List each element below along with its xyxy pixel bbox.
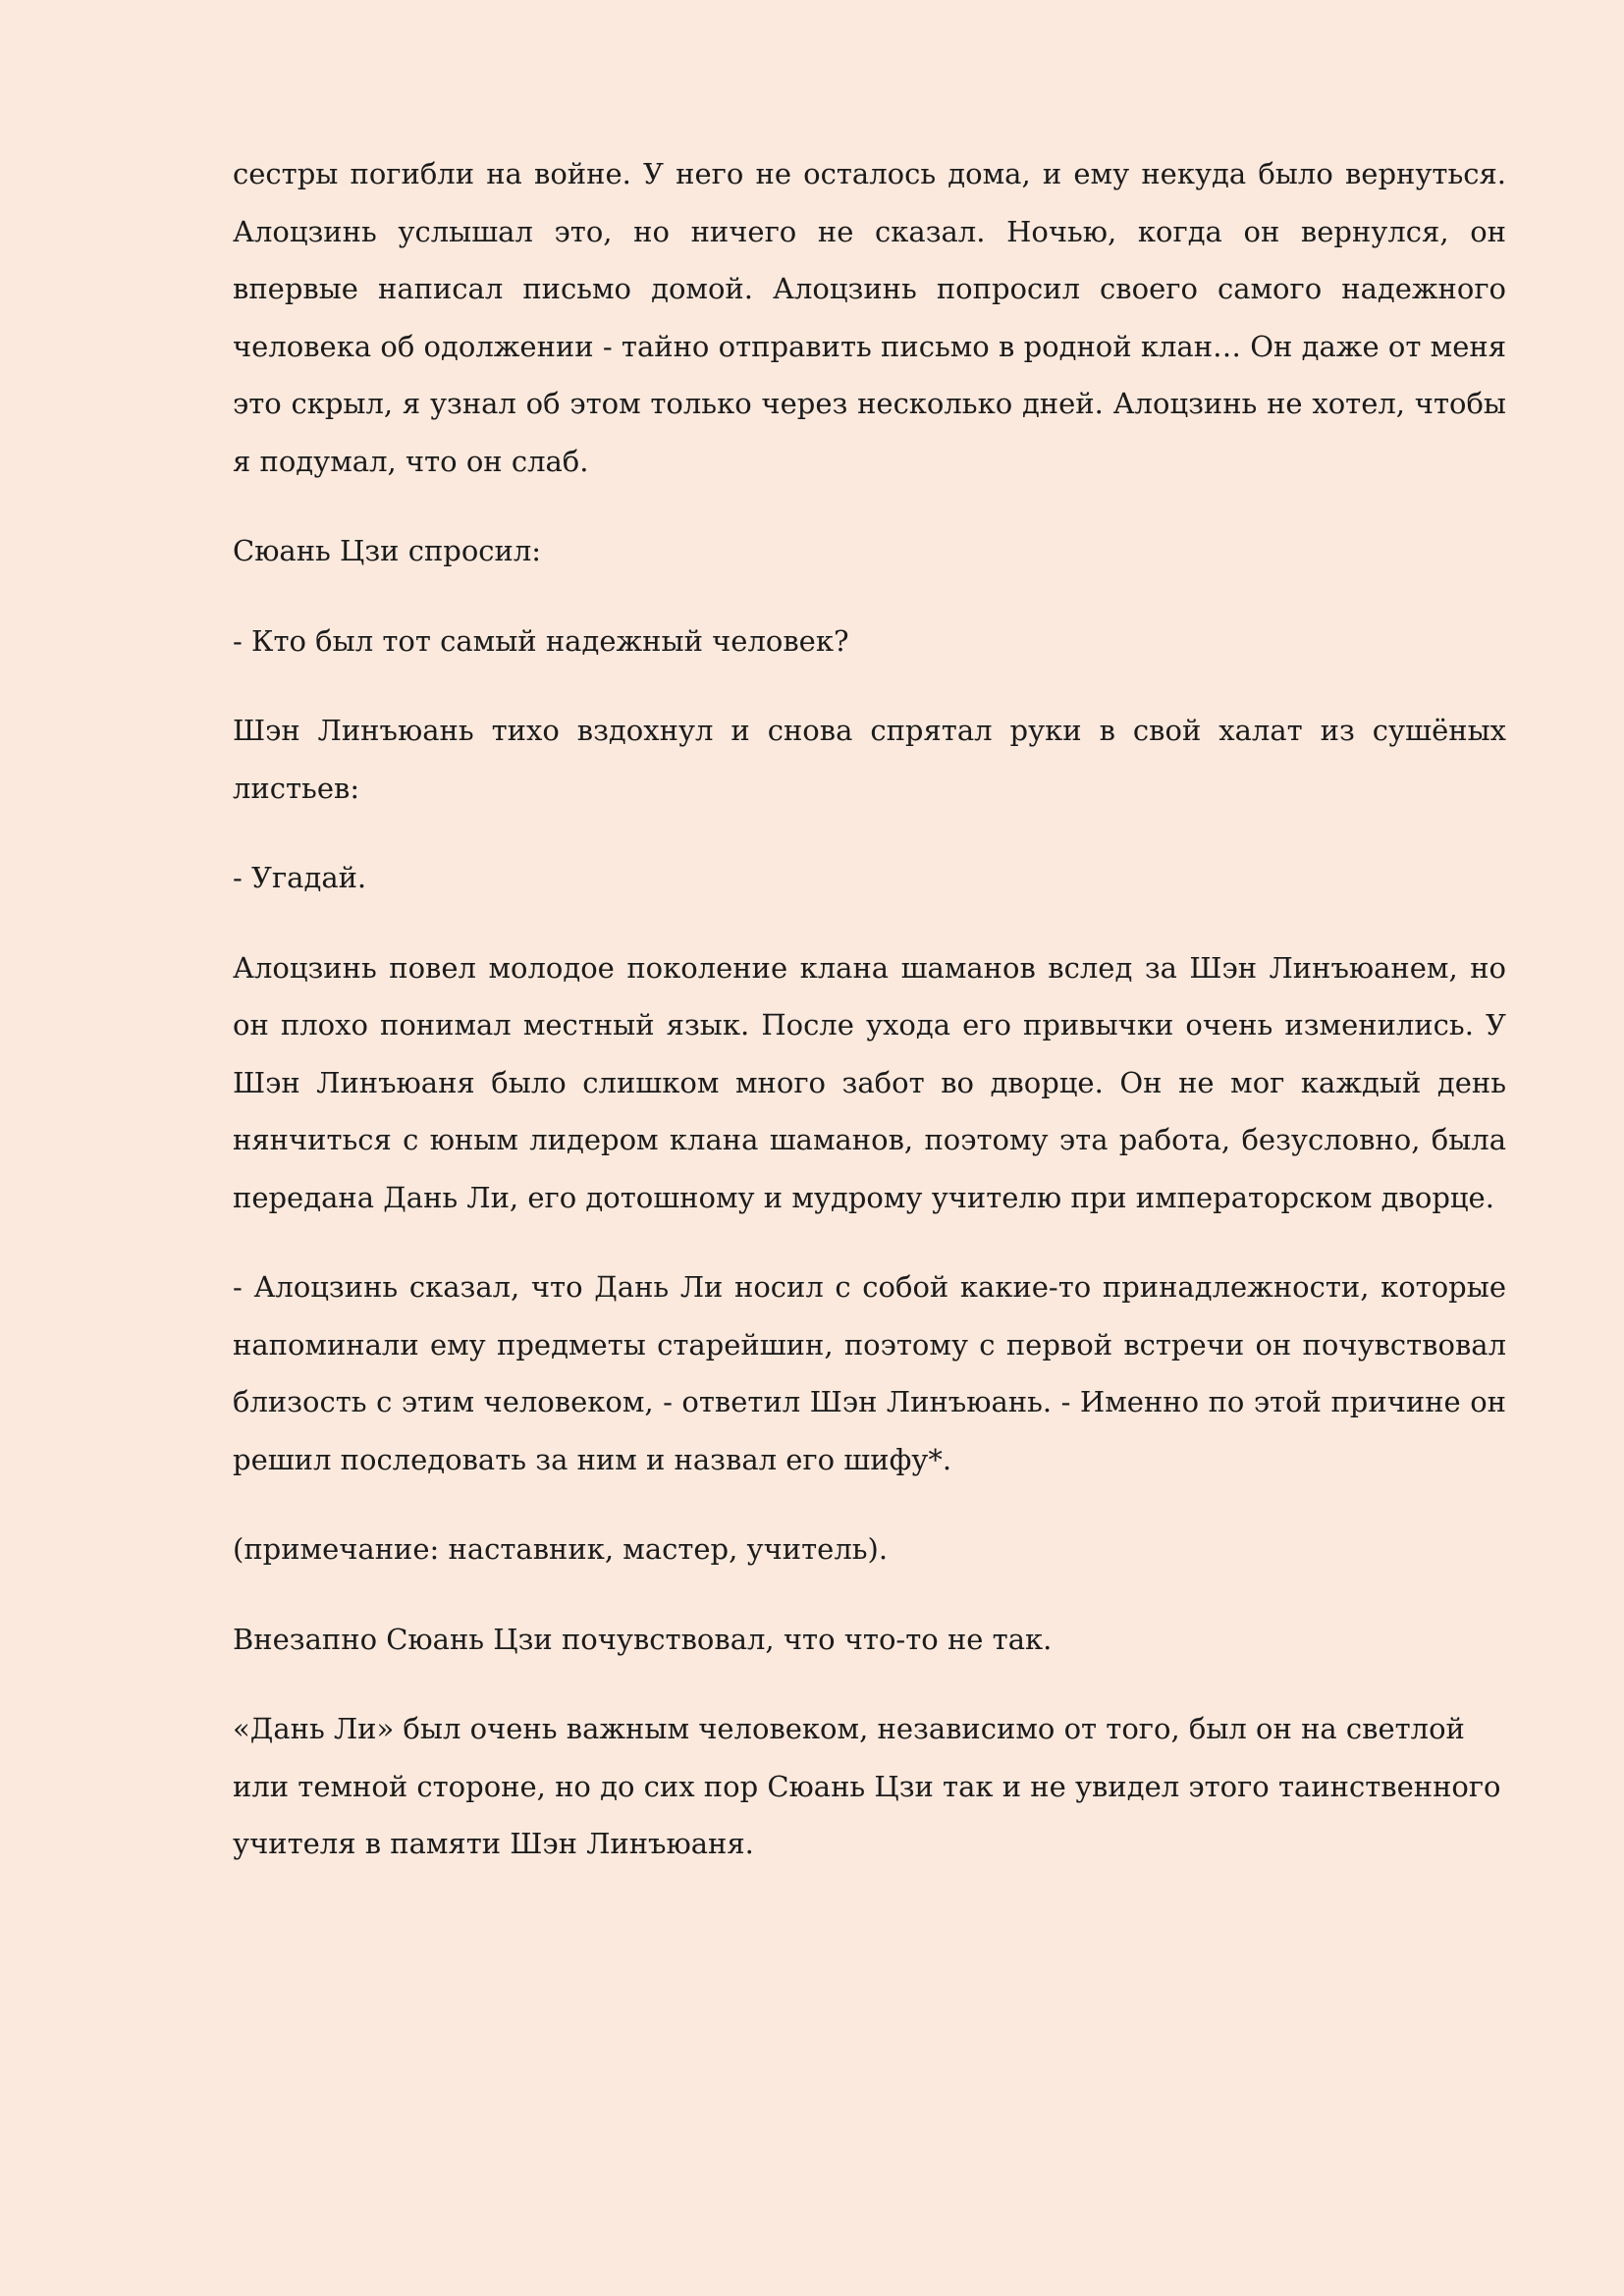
paragraph-4: Шэн Линъюань тихо вздохнул и снова спрятал руки в свой халат из сушёных листьев: bbox=[233, 714, 1506, 805]
paragraph-8: (примечание: наставник, мастер, учитель). bbox=[233, 1532, 889, 1566]
document-page bbox=[233, 145, 1506, 1905]
paragraph-5: - Угадай. bbox=[233, 861, 367, 894]
paragraph-1: сестры погибли на войне. У него не осталось дома, и ему некуда было вернуться. Алоцзинь услышал это, но ничего не сказал. Ночью, когда он вернулся, он впервые написал письмо домой. Алоцзинь попросил своего самого надежного человека об одолжении - тайно отправить письмо в родной клан… Он даже от меня это скрыл, я узнал об этом только через несколько дней. Алоцзинь не хотел, чтобы я подумал, что он слаб. bbox=[233, 157, 1506, 478]
paragraph-10: «Дань Ли» был очень важным человеком, независимо от того, был он на светлой или темной стороне, но до сих пор Сюань Цзи так и не увидел этого таинственного учителя в памяти Шэн Линъюаня. bbox=[233, 1712, 1501, 1860]
paragraph-2: Сюань Цзи спросил: bbox=[233, 534, 542, 567]
paragraph-9: Внезапно Сюань Цзи почувствовал, что что-то не так. bbox=[233, 1622, 1053, 1656]
paragraph-7: - Алоцзинь сказал, что Дань Ли носил с собой какие-то принадлежности, которые напоминали ему предметы старейшин, поэтому с первой встречи он почувствовал близость с этим человеком, - ответил Шэн Линъюань. - Именно по этой причине он решил последовать за ним и назвал его шифу*. bbox=[233, 1270, 1506, 1476]
paragraph-3: - Кто был тот самый надежный человек? bbox=[233, 623, 849, 658]
paragraph-6: Алоцзинь повел молодое поколение клана шаманов вслед за Шэн Линъюанем, но он плохо понимал местный язык. После ухода его привычки очень изменились. У Шэн Линъюаня было слишком много забот во дворце. Он не мог каждый день нянчиться с юным лидером клана шаманов, поэтому эта работа, безусловно, была передана Дань Ли, его дотошному и мудрому учителю при императорском дворце. bbox=[233, 950, 1506, 1214]
